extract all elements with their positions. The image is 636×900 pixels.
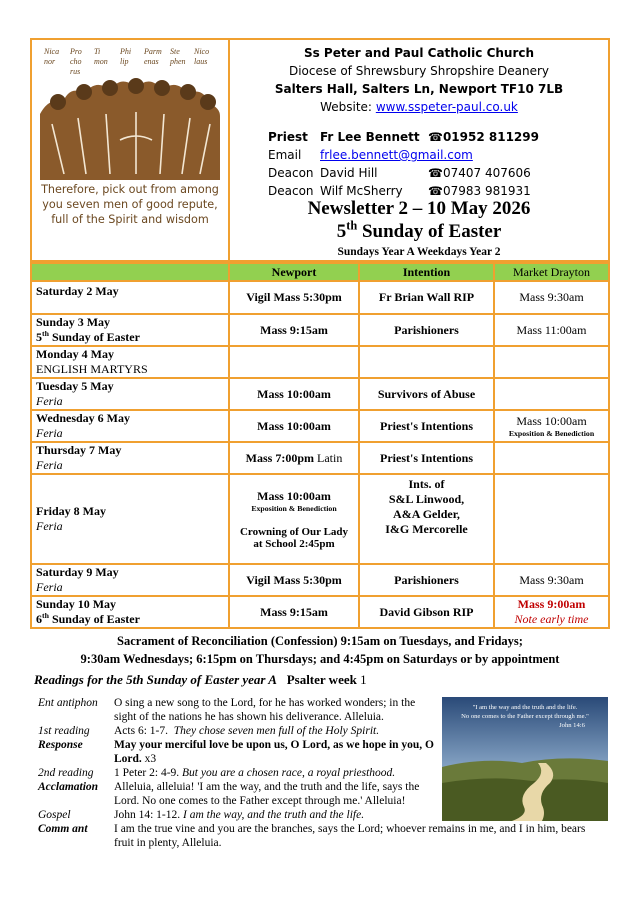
md-cell: Mass 10:00am Exposition & Benediction xyxy=(494,410,609,442)
md-cell xyxy=(494,346,609,378)
table-row xyxy=(31,346,609,378)
day-cell: Sunday 3 May 5th Sunday of Easter xyxy=(31,314,229,346)
deacon-name: Pro xyxy=(70,47,82,56)
deacon-name: rus xyxy=(70,67,81,76)
day-cell: Saturday 2 May xyxy=(31,281,229,314)
newport-cell: Mass 10:00am xyxy=(229,378,359,410)
column-header: Intention xyxy=(359,263,494,281)
column-header xyxy=(31,263,229,281)
church-info xyxy=(230,44,608,116)
md-cell: Mass 11:00am xyxy=(494,314,609,346)
reading-row: 1st reading Acts 6: 1-7. They chose seven men full of the Holy Spirit. xyxy=(38,725,380,737)
reconciliation-notice: Sacrament of Reconciliation (Confession) 9:15am on Tuesdays, and Fridays; 9:30am Wednesdays; 6:15pm on Thursdays; and 4:45pm on Saturdays or by appointment xyxy=(80,634,560,666)
intention-cell xyxy=(359,346,494,378)
deacon-name: mon xyxy=(94,57,108,66)
table-row xyxy=(31,564,609,596)
header-box xyxy=(30,38,610,262)
table-row xyxy=(31,281,609,314)
deacon-name: nor xyxy=(44,57,56,66)
email-link[interactable]: frlee.bennett@gmail.com xyxy=(320,148,473,162)
day-cell: Sunday 10 May 6th Sunday of Easter xyxy=(31,596,229,628)
newport-cell: Vigil Mass 5:30pm xyxy=(229,564,359,596)
deacon-name: Ste xyxy=(170,47,180,56)
intention-cell: Parishioners xyxy=(359,564,494,596)
seven-deacons-illustration xyxy=(40,44,220,180)
intention-cell: Priest's Intentions xyxy=(359,410,494,442)
website-line xyxy=(230,98,608,116)
picture-quote-line: No one comes to the Father except through me." xyxy=(461,713,589,720)
reading-row: Ent antiphon O sing a new song to the Lord, for he has worked wonders; in the sight of the nations he has shown his deliverance. Alleluia. xyxy=(38,697,416,723)
newport-cell: Vigil Mass 5:30pm xyxy=(229,281,359,314)
contact-phone: ☎07407 407606 xyxy=(428,166,531,180)
md-cell: Mass 9:30am xyxy=(494,564,609,596)
contact-role: Email xyxy=(268,148,302,162)
md-cell xyxy=(494,378,609,410)
column-header: Newport xyxy=(229,263,359,281)
deacon-name: enas xyxy=(144,57,159,66)
deacon-name: lip xyxy=(120,57,129,66)
md-cell: Mass 9:00am Note early time xyxy=(494,596,609,628)
newsletter-titles xyxy=(230,198,608,260)
newport-cell xyxy=(229,346,359,378)
contact-role: Deacon xyxy=(268,184,314,198)
md-cell xyxy=(494,442,609,474)
table-row xyxy=(31,474,609,564)
picture-quote-line: "I am the way and the truth and the life. xyxy=(472,704,578,711)
intention-cell: Survivors of Abuse xyxy=(359,378,494,410)
reading-row: Gospel John 14: 1-12. I am the way, and the truth and the life. xyxy=(38,809,365,821)
table-row xyxy=(31,378,609,410)
website-link[interactable]: www.sspeter-paul.co.uk xyxy=(375,100,518,114)
day-cell: Wednesday 6 May Feria xyxy=(31,410,229,442)
caption-line: full of the Spirit and wisdom xyxy=(51,213,209,226)
intention-cell: Priest's Intentions xyxy=(359,442,494,474)
contact-name: David Hill xyxy=(320,166,378,180)
church-name: Ss Peter and Paul Catholic Church xyxy=(303,46,535,60)
contact-name: Wilf McSherry xyxy=(320,184,403,198)
contact-role: Deacon xyxy=(268,166,314,180)
caption-line: Therefore, pick out from among xyxy=(41,183,219,196)
reading-row: Response May your merciful love be upon us, O Lord, as we hope in you, O Lord. x3 xyxy=(38,739,435,765)
day-cell: Friday 8 May Feria xyxy=(31,474,229,564)
diocese: Diocese of Shrewsbury Shropshire Deanery xyxy=(288,64,550,78)
liturgical-cycle: Sundays Year A Weekdays Year 2 xyxy=(337,246,501,258)
intention-cell: David Gibson RIP xyxy=(359,596,494,628)
reading-row: 2nd reading 1 Peter 2: 4-9. But you are a chosen race, a royal priesthood. xyxy=(38,767,396,779)
path-landscape-image xyxy=(442,697,608,821)
intention-cell: Parishioners xyxy=(359,314,494,346)
caption-line: you seven men of good repute, xyxy=(42,198,218,211)
seven-deacons-image xyxy=(32,40,230,260)
phone-icon: ☎ xyxy=(428,130,443,144)
picture-quote-line: John 14:6 xyxy=(559,722,585,729)
table-row xyxy=(31,442,609,474)
table-row xyxy=(31,314,609,346)
deacon-name: Ti xyxy=(94,47,101,56)
sunday-title: 5th Sunday of Easter xyxy=(336,218,502,242)
day-cell: Tuesday 5 May Feria xyxy=(31,378,229,410)
day-cell: Saturday 9 May Feria xyxy=(31,564,229,596)
phone-icon: ☎ xyxy=(428,166,443,180)
contact-role: Priest xyxy=(268,130,308,144)
table-row xyxy=(31,410,609,442)
website-label: Website: xyxy=(320,100,372,114)
address: Salters Hall, Salters Ln, Newport TF10 7LB xyxy=(274,82,564,96)
contact-phone: ☎01952 811299 xyxy=(428,130,539,144)
readings-heading: Readings for the 5th Sunday of Easter year A Psalter week 1 xyxy=(34,672,367,687)
newport-cell: Mass 7:00pm Latin xyxy=(229,442,359,474)
newport-cell: Mass 10:00am Exposition & Benediction Crowning of Our Lady at School 2:45pm xyxy=(229,474,359,564)
deacon-name: Parm xyxy=(144,47,162,56)
day-cell: Monday 4 May ENGLISH MARTYRS xyxy=(31,346,229,378)
newport-cell: Mass 9:15am xyxy=(229,314,359,346)
table-header-row xyxy=(31,263,609,281)
contact-phone: ☎07983 981931 xyxy=(428,184,531,198)
deacon-name: Phi xyxy=(120,47,132,56)
deacon-name: Nico xyxy=(194,47,210,56)
deacon-name: laus xyxy=(194,57,208,66)
contact-name: Fr Lee Bennett xyxy=(320,130,420,144)
md-cell xyxy=(494,474,609,564)
day-cell: Thursday 7 May Feria xyxy=(31,442,229,474)
reading-row: Comm ant I am the true vine and you are the branches, says the Lord; whoever remains in me, and I in him, bears fruit in plenty, Alleluia. xyxy=(38,823,586,849)
newport-cell: Mass 9:15am xyxy=(229,596,359,628)
deacon-name: cho xyxy=(70,57,82,66)
phone-icon: ☎ xyxy=(428,184,443,198)
deacon-name: Nica xyxy=(44,47,60,56)
mass-schedule-table xyxy=(30,262,610,629)
newport-cell: Mass 10:00am xyxy=(229,410,359,442)
table-row xyxy=(31,596,609,628)
scripture-caption xyxy=(36,182,224,227)
newsletter-title: Newsletter 2 – 10 May 2026 xyxy=(307,198,531,219)
deacon-name: phen xyxy=(170,57,186,66)
intention-cell: Fr Brian Wall RIP xyxy=(359,281,494,314)
reading-row: Acclamation Alleluia, alleluia! 'I am the way, and the truth and the life, says the Lord. No one comes to the Father except through me.' Alleluia! xyxy=(38,781,420,807)
md-cell: Mass 9:30am xyxy=(494,281,609,314)
column-header: Market Drayton xyxy=(494,263,609,281)
intention-cell: Ints. of S&L Linwood, A&A Gelder, I&G Mercorelle xyxy=(359,474,494,564)
